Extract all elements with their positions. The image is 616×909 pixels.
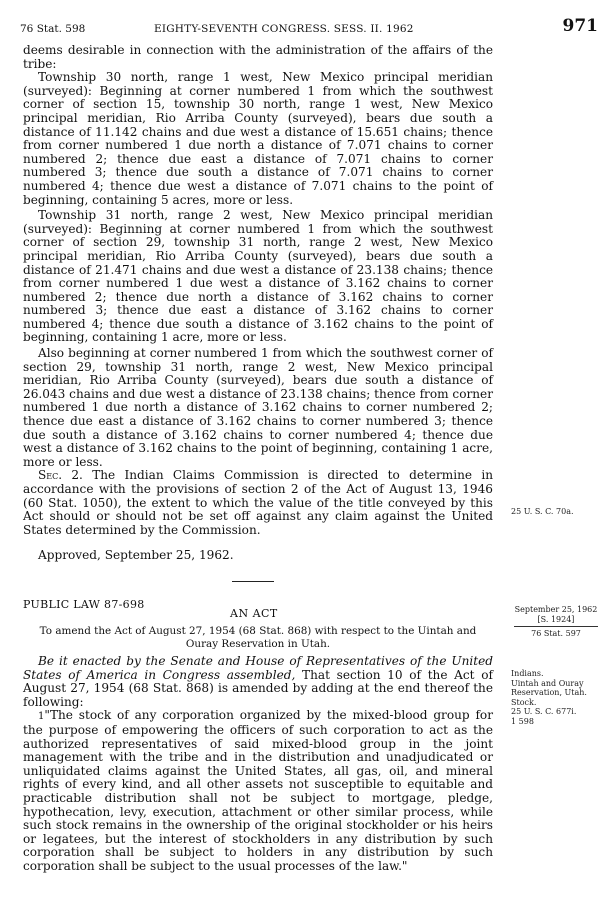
page-marker: 1 [38,711,45,723]
an-act-heading: AN ACT [230,607,278,620]
margin-note-indians [511,669,605,726]
approval-date: Approved, September 25, 1962. [38,548,234,562]
quoted-amendment-text: "The stock of any corporation organized by the mixed-blood group for the purpose of empowering the officers of such corporation to act as the authorized representatives of said mixed-blood group in the joint management with the tribe and in the distribution and unadjudicated or unliquidated claims against the United States, all gas, oil, and mineral rights of every kind, and all other assets not susceptible to equitable and practicable distribution shall not be subject to mortgage, pledge, hypothecation, levy, execution, attachment or other similar process, while such stock remains in the ownership of the original stockholder or his heirs or legatees, but the interest of stockholders in any distribution by such corporation shall be subject to holders in any distribution by such corporation shall be subject to the usual processes of the law." [23,708,493,873]
section-2-text: The Indian Claims Commission is directed to determine in accordance with the provisions of section 2 of the Act of August 13, 1946 (60 Stat. 1050), the extent to which the value of the title conveyed by this Act should or should not be set off against any claim against the United States determined by the Commission. [23,468,493,537]
margin-note-usc-70a: 25 U. S. C. 70a. [511,507,574,516]
margin-note-date: September 25, 1962 [514,605,598,614]
act-title: To amend the Act of August 27, 1954 (68 Stat. 868) with respect to the Uintah and Ouray Reservation in Utah. [39,625,477,650]
intro-paragraph: deems desirable in connection with the administration of the affairs of the tribe: [23,43,493,71]
section-2-label: Sec. 2. [38,468,83,483]
quoted-amendment [23,709,493,873]
margin-note-line: Indians. [511,669,544,678]
also-beginning-paragraph: Also beginning at corner numbered 1 from which the southwest corner of section 29, township 31 north, range 2 west, New Mexico principal meridian, Rio Arriba County (surveyed), bears due south a distance of 26.043 chains and due west a distance of 23.138 chains; thence from corner numbered 1 due north a distance of 3.162 chains to corner numbered 2; thence due east a distance of 3.162 chains to corner numbered 3; thence due south a distance of 3.162 chains to corner numbered 4; thence due west a distance of 3.162 chains to the point of beginning, containing 1 acre, more or less. [23,346,493,469]
header-congress-session: EIGHTY-SEVENTH CONGRESS. SESS. II. 1962 [154,23,414,35]
page-number: 971 [562,16,598,36]
margin-note-line: Uintah and Ouray [511,678,584,688]
section-2-paragraph [23,469,493,537]
margin-note-line: 1 598 [511,716,534,726]
margin-note-bill: [S. 1924] [537,615,575,624]
upper-text-block [23,44,493,537]
enacting-clause-italic: Be it enacted by the Senate and House of Representatives of the United States of America in Congress assembled, [23,654,493,682]
public-law-number: PUBLIC LAW 87-698 [23,598,145,611]
margin-note-rule [514,626,598,627]
township-30-paragraph: Township 30 north, range 1 west, New Mexico principal meridian (surveyed): Beginning at corner numbered 1 from which the southwest corner of section 15, township 30 north, range 1 west, New Mexico principal meridian, Rio Arriba County (surveyed), bears due south a distance of 11.142 chains and due west a distance of 15.651 chains; thence from corner numbered 1 due north a distance of 7.071 chains to corner numbered 2; thence due east a distance of 7.071 chains to corner numbered 3; thence due south a distance of 7.071 chains to corner numbered 4; thence due west a distance of 7.071 chains to the point of beginning, containing 5 acres, more or less. [23,70,493,207]
section-divider [232,581,274,582]
header-stat-citation: 76 Stat. 598 [20,23,86,35]
enacting-clause-rest: That section 10 of the Act of August 27, 1954 (68 Stat. 868) is amended by adding at the end thereof the following: [23,667,493,709]
margin-note-line: Stock. [511,697,537,707]
township-31-paragraph: Township 31 north, range 2 west, New Mexico principal meridian (surveyed): Beginning at corner numbered 1 from which the southwest corner of section 29, township 31 north, range 2 west, New Mexico principal meridian, Rio Arriba County (surveyed), bears due south a distance of 21.471 chains and due west a distance of 23.138 chains; thence from corner numbered 1 due west a distance of 3.162 chains to corner numbered 2; thence due north a distance of 3.162 chains to corner numbered 3; thence due east a distance of 3.162 chains to corner numbered 4; thence due south a distance of 3.162 chains to the point of beginning, containing 1 acre, more or less. [23,208,493,345]
margin-note-stat-597: 76 Stat. 597 [531,629,581,638]
lower-text-block [23,655,493,874]
margin-note-line: 25 U. S. C. 677i. [511,707,577,716]
running-header [20,18,598,40]
enacting-clause [23,655,493,709]
margin-note-line: Reservation, Utah. [511,688,587,697]
